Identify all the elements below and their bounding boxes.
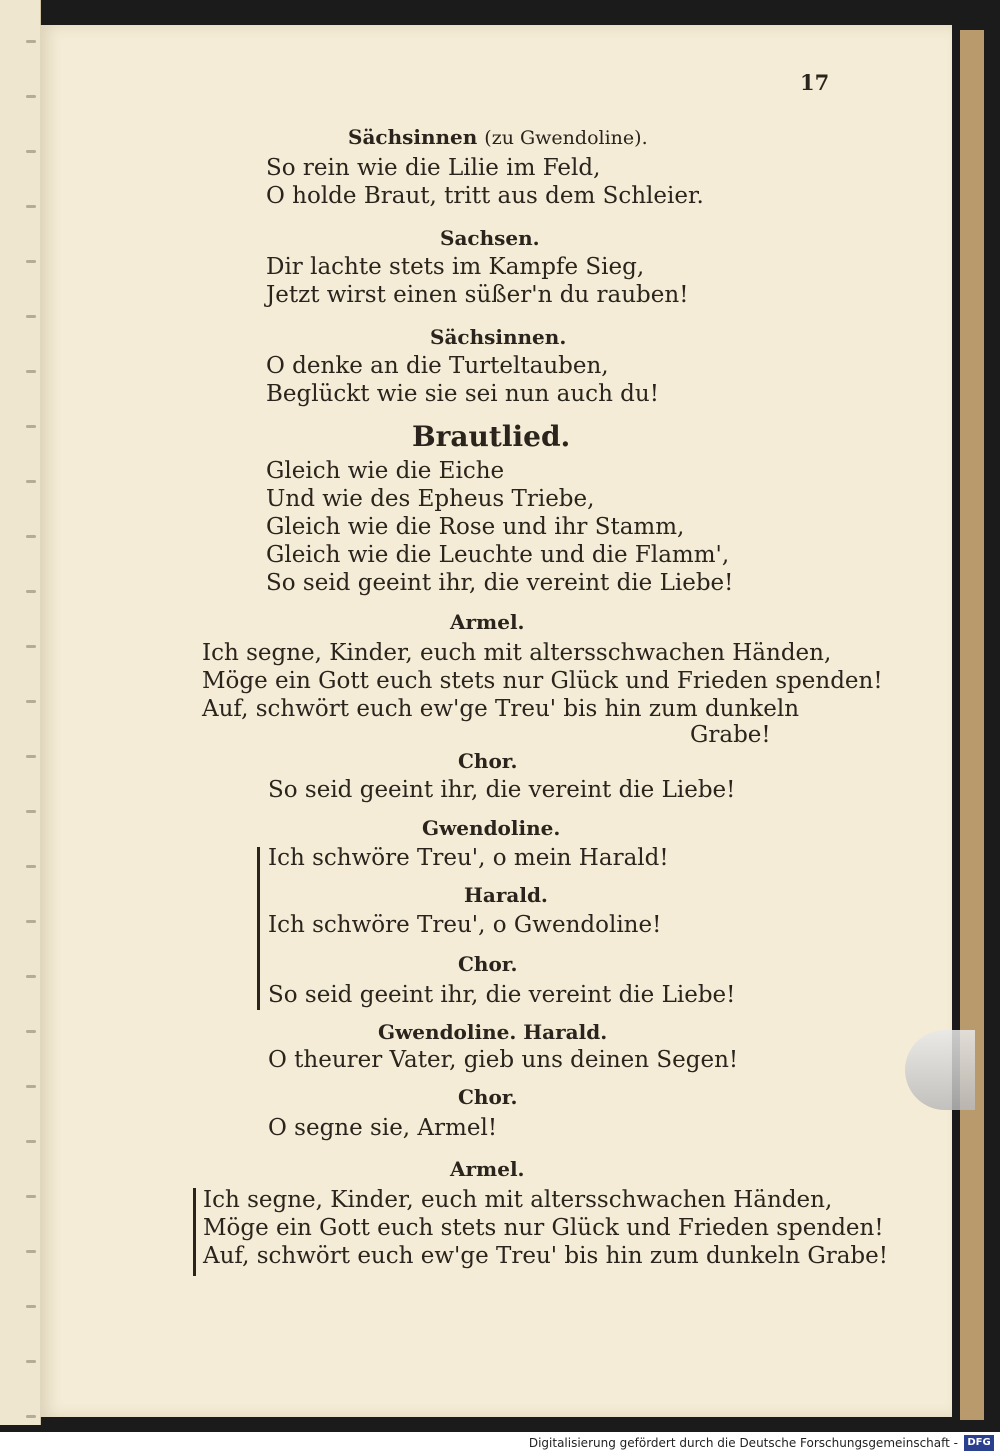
binding-stitch	[26, 1085, 36, 1088]
binding-stitch	[26, 480, 36, 483]
binding-stitch	[26, 755, 36, 758]
binding-stitch	[26, 260, 36, 263]
brace-bracket	[257, 847, 260, 1010]
binding-stitch	[26, 1030, 36, 1033]
speaker-label: Armel.	[450, 1157, 525, 1181]
speaker-label: Chor.	[458, 952, 518, 976]
footer-bar	[0, 1432, 1000, 1455]
binding-stitch	[26, 1195, 36, 1198]
page-number: 17	[800, 70, 830, 95]
verse-line: So rein wie die Lilie im Feld,	[266, 155, 601, 181]
speaker-label: Sächsinnen.	[430, 325, 567, 349]
binding-stitch	[26, 95, 36, 98]
binding-stitch	[26, 150, 36, 153]
binding-stitch	[26, 40, 36, 43]
binding-stitch	[26, 425, 36, 428]
binding-stitch	[26, 920, 36, 923]
verse-line: Dir lachte stets im Kampfe Sieg,	[266, 254, 645, 280]
verse-line: Auf, schwört euch ew'ge Treu' bis hin zum dunkeln	[202, 696, 800, 722]
speaker-label: Gwendoline.	[422, 816, 561, 840]
binding-stitch	[26, 590, 36, 593]
verse-line: Möge ein Gott euch stets nur Glück und Frieden spenden!	[203, 1215, 884, 1241]
binding-stitch	[26, 1250, 36, 1253]
binding-stitch	[26, 370, 36, 373]
verse-line: O holde Braut, tritt aus dem Schleier.	[266, 183, 704, 209]
speaker-label: Sachsen.	[440, 226, 540, 250]
binding-stitch	[26, 700, 36, 703]
verse-line: Auf, schwört euch ew'ge Treu' bis hin zum dunkeln Grabe!	[203, 1243, 888, 1269]
speaker-label: Gwendoline. Harald.	[378, 1020, 608, 1044]
verse-line: Beglückt wie sie sei nun auch du!	[266, 381, 659, 407]
book-cover-edge	[960, 30, 984, 1420]
footer-credit: Digitalisierung gefördert durch die Deutsche Forschungsgemeinschaft -	[528, 1436, 958, 1450]
verse-line: So seid geeint ihr, die vereint die Liebe!	[268, 982, 736, 1008]
binding-stitch	[26, 1415, 36, 1418]
verse-line: Ich schwöre Treu', o mein Harald!	[268, 845, 669, 871]
binding-stitch	[26, 645, 36, 648]
brace-bracket	[193, 1188, 196, 1276]
binding-stitch	[26, 1140, 36, 1143]
binding-stitch	[26, 535, 36, 538]
binding-stitch	[26, 865, 36, 868]
verse-line: So seid geeint ihr, die vereint die Liebe!	[266, 570, 734, 596]
binding-stitch	[26, 810, 36, 813]
binding-stitch	[26, 315, 36, 318]
speaker-label: Chor.	[458, 749, 518, 773]
binding-stitch	[26, 1360, 36, 1363]
verse-line: Möge ein Gott euch stets nur Glück und Frieden spenden!	[202, 668, 883, 694]
verse-line: Und wie des Epheus Triebe,	[266, 486, 595, 512]
speaker-label: Armel.	[450, 610, 525, 634]
verse-line: O denke an die Turteltauben,	[266, 353, 609, 379]
verse-line: Ich schwöre Treu', o Gwendoline!	[268, 912, 662, 938]
speaker-label: Harald.	[464, 883, 548, 907]
verse-line: O segne sie, Armel!	[268, 1115, 498, 1141]
verse-line: Ich segne, Kinder, euch mit altersschwachen Händen,	[203, 1187, 833, 1213]
verse-line: Gleich wie die Eiche	[266, 458, 505, 484]
dfg-logo-icon: DFG	[964, 1435, 994, 1451]
speaker-label: Sächsinnen (zu Gwendoline).	[348, 125, 648, 149]
binding-stitch	[26, 975, 36, 978]
verse-line: Ich segne, Kinder, euch mit altersschwachen Händen,	[202, 640, 832, 666]
verse-line: Gleich wie die Leuchte und die Flamm',	[266, 542, 730, 568]
verse-line: Jetzt wirst einen süßer'n du rauben!	[266, 282, 689, 308]
verse-line: O theurer Vater, gieb uns deinen Segen!	[268, 1047, 739, 1073]
verse-line: Gleich wie die Rose und ihr Stamm,	[266, 514, 685, 540]
left-page-edge	[0, 0, 41, 1425]
binding-stitch	[26, 1305, 36, 1308]
verse-line: So seid geeint ihr, die vereint die Liebe!	[268, 777, 736, 803]
verse-line: Grabe!	[690, 722, 771, 748]
scanner-clip	[905, 1030, 975, 1110]
book-page	[40, 25, 952, 1417]
speaker-label: Chor.	[458, 1085, 518, 1109]
binding-stitch	[26, 205, 36, 208]
section-heading: Brautlied.	[412, 420, 571, 453]
